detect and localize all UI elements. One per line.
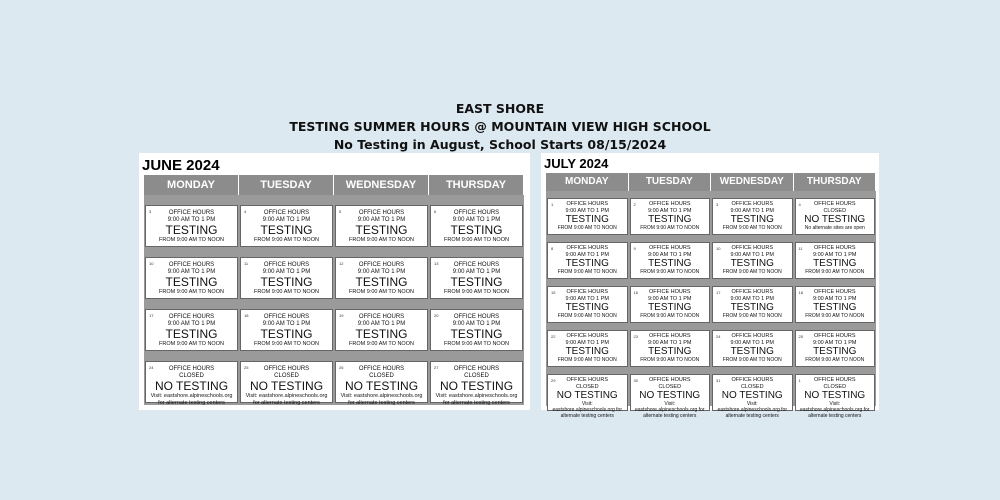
day-number: 3	[716, 202, 719, 207]
office-hours-label: OFFICE HOURS	[453, 314, 500, 320]
july-calendar-title: JULY 2024	[544, 156, 609, 171]
weekday-header: MONDAY	[546, 173, 629, 191]
office-hours-time: 9:00 AM TO 1 PM	[812, 339, 857, 346]
testing-status: TESTING	[648, 346, 692, 357]
office-hours-label: OFFICE HOURS	[648, 201, 691, 207]
office-hours-time: 9:00 AM TO 1 PM	[730, 207, 774, 214]
weekday-header: WEDNESDAY	[711, 173, 794, 191]
testing-status: NO TESTING	[249, 379, 324, 393]
june-calendar-grid	[144, 175, 524, 405]
office-hours-time: 9:00 AM TO 1 PM	[167, 217, 216, 223]
office-hours-label: OFFICE HOURS	[358, 314, 405, 320]
day-number: 13	[434, 261, 439, 266]
office-hours-label: OFFICE HOURS	[813, 245, 856, 251]
day-number: 31	[716, 378, 721, 383]
day-number: 24	[149, 365, 154, 370]
testing-status: TESTING	[813, 302, 857, 313]
calendar-day-cell	[630, 242, 711, 279]
office-hours-time: 9:00 AM TO 1 PM	[565, 251, 609, 258]
office-hours-label: OFFICE HOURS	[263, 366, 310, 372]
office-hours-label: OFFICE HOURS	[813, 201, 856, 207]
day-number: 17	[149, 313, 154, 318]
office-hours-time: 9:00 AM TO 1 PM	[565, 207, 609, 214]
calendar-day-cell	[547, 330, 628, 367]
office-hours-label: OFFICE HOURS	[453, 262, 500, 268]
day-number: 15	[551, 290, 556, 295]
calendar-day-cell	[547, 374, 628, 419]
day-number: 25	[798, 334, 803, 339]
testing-status: TESTING	[355, 327, 408, 341]
testing-status: TESTING	[565, 302, 609, 313]
day-number: 30	[633, 378, 638, 383]
calendar-day-cell	[630, 374, 711, 419]
testing-status: TESTING	[355, 275, 408, 289]
testing-status: NO TESTING	[154, 379, 229, 393]
office-hours-label: OFFICE HOURS	[168, 366, 215, 372]
testing-status: TESTING	[260, 275, 313, 289]
office-hours-label: OFFICE HOURS	[263, 262, 310, 268]
testing-details: FROM 9:00 AM TO NOON	[722, 357, 782, 363]
calendar-day-cell	[335, 205, 428, 247]
testing-status: TESTING	[165, 223, 218, 237]
office-hours-label: OFFICE HOURS	[731, 201, 774, 207]
office-hours-label: OFFICE HOURS	[566, 377, 609, 383]
testing-details: FROM 9:00 AM TO NOON	[805, 269, 865, 275]
testing-details: FROM 9:00 AM TO NOON	[640, 313, 700, 319]
office-hours-time: 9:00 AM TO 1 PM	[357, 217, 406, 223]
calendar-day-cell	[145, 361, 238, 406]
day-number: 9	[633, 246, 636, 251]
june-calendar-title: JUNE 2024	[142, 157, 220, 174]
day-number: 22	[551, 334, 556, 339]
office-hours-time: 9:00 AM TO 1 PM	[647, 339, 692, 346]
testing-status: TESTING	[355, 223, 408, 237]
office-hours-time: CLOSED	[823, 207, 847, 214]
office-hours-label: OFFICE HOURS	[263, 314, 310, 320]
testing-details: FROM 9:00 AM TO NOON	[805, 313, 865, 319]
testing-status: NO TESTING	[344, 379, 419, 393]
testing-details: FROM 9:00 AM TO NOON	[722, 269, 782, 275]
testing-status: NO TESTING	[804, 214, 866, 225]
testing-details: FROM 9:00 AM TO NOON	[159, 289, 224, 295]
calendar-day-cell	[630, 286, 711, 323]
calendar-day-cell	[145, 309, 238, 351]
testing-status: TESTING	[260, 327, 313, 341]
office-hours-time: CLOSED	[179, 373, 204, 379]
day-number: 25	[244, 365, 249, 370]
day-number: 11	[798, 246, 803, 251]
office-hours-label: OFFICE HOURS	[358, 366, 405, 372]
calendar-day-cell	[240, 257, 333, 299]
calendar-day-cell	[240, 361, 333, 406]
office-hours-label: OFFICE HOURS	[566, 201, 609, 207]
office-hours-time: 9:00 AM TO 1 PM	[357, 321, 406, 327]
day-number: 4	[244, 209, 247, 214]
day-number: 3	[149, 209, 152, 214]
calendar-day-cell	[547, 286, 628, 323]
testing-status: TESTING	[730, 346, 774, 357]
testing-details: Visit: eastshore.alpineschools.org for alternate testing centers	[800, 401, 870, 419]
testing-details: FROM 9:00 AM TO NOON	[444, 237, 509, 243]
calendar-day-cell	[712, 286, 793, 323]
calendar-day-cell	[630, 330, 711, 367]
weekday-header: THURSDAY	[794, 173, 877, 191]
calendar-day-cell	[335, 257, 428, 299]
day-number: 10	[716, 246, 721, 251]
day-number: 26	[339, 365, 344, 370]
office-hours-label: OFFICE HOURS	[813, 377, 856, 383]
office-hours-label: OFFICE HOURS	[358, 262, 405, 268]
calendar-day-cell	[547, 242, 628, 279]
testing-status: TESTING	[450, 327, 503, 341]
testing-status: NO TESTING	[804, 390, 866, 401]
testing-status: NO TESTING	[639, 390, 701, 401]
calendar-day-cell	[712, 242, 793, 279]
testing-details: FROM 9:00 AM TO NOON	[557, 313, 617, 319]
office-hours-time: 9:00 AM TO 1 PM	[167, 321, 216, 327]
office-hours-time: 9:00 AM TO 1 PM	[262, 321, 311, 327]
testing-details: FROM 9:00 AM TO NOON	[349, 237, 414, 243]
testing-details: FROM 9:00 AM TO NOON	[349, 289, 414, 295]
testing-details: Visit: eastshore.alpineschools.org for alternate testing centers	[552, 401, 622, 419]
office-hours-label: OFFICE HOURS	[731, 377, 774, 383]
day-number: 11	[244, 261, 249, 266]
office-hours-time: CLOSED	[464, 373, 489, 379]
calendar-day-cell	[430, 205, 523, 247]
testing-status: TESTING	[450, 223, 503, 237]
day-number: 5	[339, 209, 342, 214]
testing-details: FROM 9:00 AM TO NOON	[640, 269, 700, 275]
office-hours-time: CLOSED	[575, 383, 599, 390]
day-number: 17	[716, 290, 721, 295]
testing-details: FROM 9:00 AM TO NOON	[722, 313, 782, 319]
testing-status: NO TESTING	[556, 390, 618, 401]
testing-details: FROM 9:00 AM TO NOON	[805, 357, 865, 363]
day-number: 29	[551, 378, 556, 383]
office-hours-time: 9:00 AM TO 1 PM	[812, 295, 857, 302]
testing-status: TESTING	[165, 327, 218, 341]
office-hours-time: 9:00 AM TO 1 PM	[565, 339, 609, 346]
testing-details: Visit: eastshore.alpineschools.org for alternate testing centers	[340, 393, 423, 406]
day-number: 27	[434, 365, 439, 370]
day-number: 18	[798, 290, 803, 295]
office-hours-label: OFFICE HOURS	[813, 333, 856, 339]
office-hours-label: OFFICE HOURS	[263, 210, 310, 216]
day-number: 12	[339, 261, 344, 266]
calendar-day-cell	[795, 286, 876, 323]
testing-details: No alternate sites are open	[804, 225, 865, 231]
testing-status: TESTING	[565, 258, 609, 269]
testing-details: FROM 9:00 AM TO NOON	[640, 357, 700, 363]
weekday-header: TUESDAY	[239, 175, 334, 195]
june-calendar	[139, 153, 530, 410]
testing-details: FROM 9:00 AM TO NOON	[159, 341, 224, 347]
calendar-day-cell	[795, 198, 876, 235]
testing-details: FROM 9:00 AM TO NOON	[159, 237, 224, 243]
office-hours-time: 9:00 AM TO 1 PM	[357, 269, 406, 275]
office-hours-label: OFFICE HOURS	[168, 314, 215, 320]
calendar-day-cell	[712, 374, 793, 419]
testing-status: NO TESTING	[439, 379, 514, 393]
testing-status: TESTING	[165, 275, 218, 289]
office-hours-label: OFFICE HOURS	[731, 333, 774, 339]
office-hours-label: OFFICE HOURS	[453, 366, 500, 372]
testing-details: FROM 9:00 AM TO NOON	[640, 225, 700, 231]
calendar-day-cell	[335, 361, 428, 406]
office-hours-time: 9:00 AM TO 1 PM	[262, 217, 311, 223]
header-school: EAST SHORE	[455, 101, 545, 116]
testing-status: TESTING	[730, 214, 774, 225]
july-calendar	[541, 153, 879, 419]
header-title: TESTING SUMMER HOURS @ MOUNTAIN VIEW HIGH SCHOOL	[289, 119, 711, 134]
office-hours-label: OFFICE HOURS	[168, 262, 215, 268]
office-hours-time: CLOSED	[823, 383, 847, 390]
calendar-day-cell	[240, 205, 333, 247]
calendar-day-cell	[547, 198, 628, 235]
office-hours-label: OFFICE HOURS	[566, 289, 609, 295]
office-hours-time: CLOSED	[274, 373, 299, 379]
calendar-day-cell	[430, 309, 523, 351]
calendar-day-cell	[335, 309, 428, 351]
office-hours-label: OFFICE HOURS	[453, 210, 500, 216]
office-hours-label: OFFICE HOURS	[813, 289, 856, 295]
testing-details: FROM 9:00 AM TO NOON	[254, 289, 319, 295]
office-hours-time: 9:00 AM TO 1 PM	[647, 251, 692, 258]
office-hours-label: OFFICE HOURS	[168, 210, 215, 216]
day-number: 20	[434, 313, 439, 318]
testing-details: FROM 9:00 AM TO NOON	[557, 357, 617, 363]
office-hours-time: 9:00 AM TO 1 PM	[262, 269, 311, 275]
page-header	[0, 100, 1000, 154]
day-number: 19	[339, 313, 344, 318]
calendar-day-cell	[145, 205, 238, 247]
weekday-header: THURSDAY	[429, 175, 524, 195]
calendar-day-cell	[795, 374, 876, 419]
calendar-day-cell	[630, 198, 711, 235]
testing-details: FROM 9:00 AM TO NOON	[349, 341, 414, 347]
office-hours-label: OFFICE HOURS	[566, 245, 609, 251]
office-hours-time: 9:00 AM TO 1 PM	[647, 295, 692, 302]
office-hours-time: 9:00 AM TO 1 PM	[565, 295, 609, 302]
testing-details: Visit: eastshore.alpineschools.org for alternate testing centers	[717, 401, 787, 419]
testing-details: FROM 9:00 AM TO NOON	[557, 225, 617, 231]
day-number: 1	[551, 202, 554, 207]
weekday-header: TUESDAY	[629, 173, 712, 191]
office-hours-time: 9:00 AM TO 1 PM	[812, 251, 857, 258]
office-hours-time: 9:00 AM TO 1 PM	[452, 217, 501, 223]
testing-status: TESTING	[730, 258, 774, 269]
weekday-header: WEDNESDAY	[334, 175, 429, 195]
office-hours-time: CLOSED	[369, 373, 394, 379]
testing-status: NO TESTING	[721, 390, 783, 401]
day-number: 16	[633, 290, 638, 295]
testing-details: Visit: eastshore.alpineschools.org for alternate testing centers	[435, 393, 518, 406]
testing-status: TESTING	[565, 214, 609, 225]
day-number: 24	[716, 334, 721, 339]
calendar-day-cell	[712, 198, 793, 235]
testing-status: TESTING	[450, 275, 503, 289]
testing-details: FROM 9:00 AM TO NOON	[722, 225, 782, 231]
office-hours-label: OFFICE HOURS	[358, 210, 405, 216]
testing-details: Visit: eastshore.alpineschools.org for alternate testing centers	[150, 393, 233, 406]
office-hours-time: 9:00 AM TO 1 PM	[167, 269, 216, 275]
testing-details: FROM 9:00 AM TO NOON	[557, 269, 617, 275]
testing-status: TESTING	[730, 302, 774, 313]
weekday-header: MONDAY	[144, 175, 239, 195]
day-number: 1	[798, 378, 801, 383]
testing-details: Visit: eastshore.alpineschools.org for alternate testing centers	[635, 401, 705, 419]
header-note: No Testing in August, School Starts 08/15/2024	[333, 137, 667, 152]
calendar-day-cell	[712, 330, 793, 367]
day-number: 8	[551, 246, 554, 251]
testing-details: Visit: eastshore.alpineschools.org for alternate testing centers	[245, 393, 328, 406]
office-hours-time: 9:00 AM TO 1 PM	[730, 339, 774, 346]
day-number: 18	[244, 313, 249, 318]
testing-status: TESTING	[648, 214, 692, 225]
testing-details: FROM 9:00 AM TO NOON	[254, 237, 319, 243]
testing-status: TESTING	[813, 258, 857, 269]
calendar-day-cell	[145, 257, 238, 299]
office-hours-time: 9:00 AM TO 1 PM	[647, 207, 692, 214]
office-hours-time: 9:00 AM TO 1 PM	[452, 269, 501, 275]
testing-details: FROM 9:00 AM TO NOON	[254, 341, 319, 347]
office-hours-label: OFFICE HOURS	[648, 245, 691, 251]
testing-status: TESTING	[648, 258, 692, 269]
testing-status: TESTING	[648, 302, 692, 313]
office-hours-label: OFFICE HOURS	[566, 333, 609, 339]
office-hours-label: OFFICE HOURS	[731, 245, 774, 251]
calendar-day-cell	[240, 309, 333, 351]
day-number: 6	[434, 209, 437, 214]
office-hours-time: 9:00 AM TO 1 PM	[452, 321, 501, 327]
day-number: 2	[633, 202, 636, 207]
day-number: 23	[633, 334, 638, 339]
day-number: 4	[798, 202, 801, 207]
office-hours-label: OFFICE HOURS	[648, 333, 691, 339]
testing-status: TESTING	[813, 346, 857, 357]
office-hours-label: OFFICE HOURS	[731, 289, 774, 295]
office-hours-time: 9:00 AM TO 1 PM	[730, 251, 774, 258]
office-hours-label: OFFICE HOURS	[648, 377, 691, 383]
office-hours-time: CLOSED	[740, 383, 764, 390]
office-hours-time: CLOSED	[658, 383, 682, 390]
july-calendar-grid	[546, 173, 876, 419]
office-hours-label: OFFICE HOURS	[648, 289, 691, 295]
office-hours-time: 9:00 AM TO 1 PM	[730, 295, 774, 302]
testing-status: TESTING	[260, 223, 313, 237]
calendar-day-cell	[795, 242, 876, 279]
testing-details: FROM 9:00 AM TO NOON	[444, 289, 509, 295]
testing-status: TESTING	[565, 346, 609, 357]
day-number: 10	[149, 261, 154, 266]
calendar-day-cell	[430, 257, 523, 299]
testing-details: FROM 9:00 AM TO NOON	[444, 341, 509, 347]
calendar-day-cell	[795, 330, 876, 367]
calendar-day-cell	[430, 361, 523, 406]
